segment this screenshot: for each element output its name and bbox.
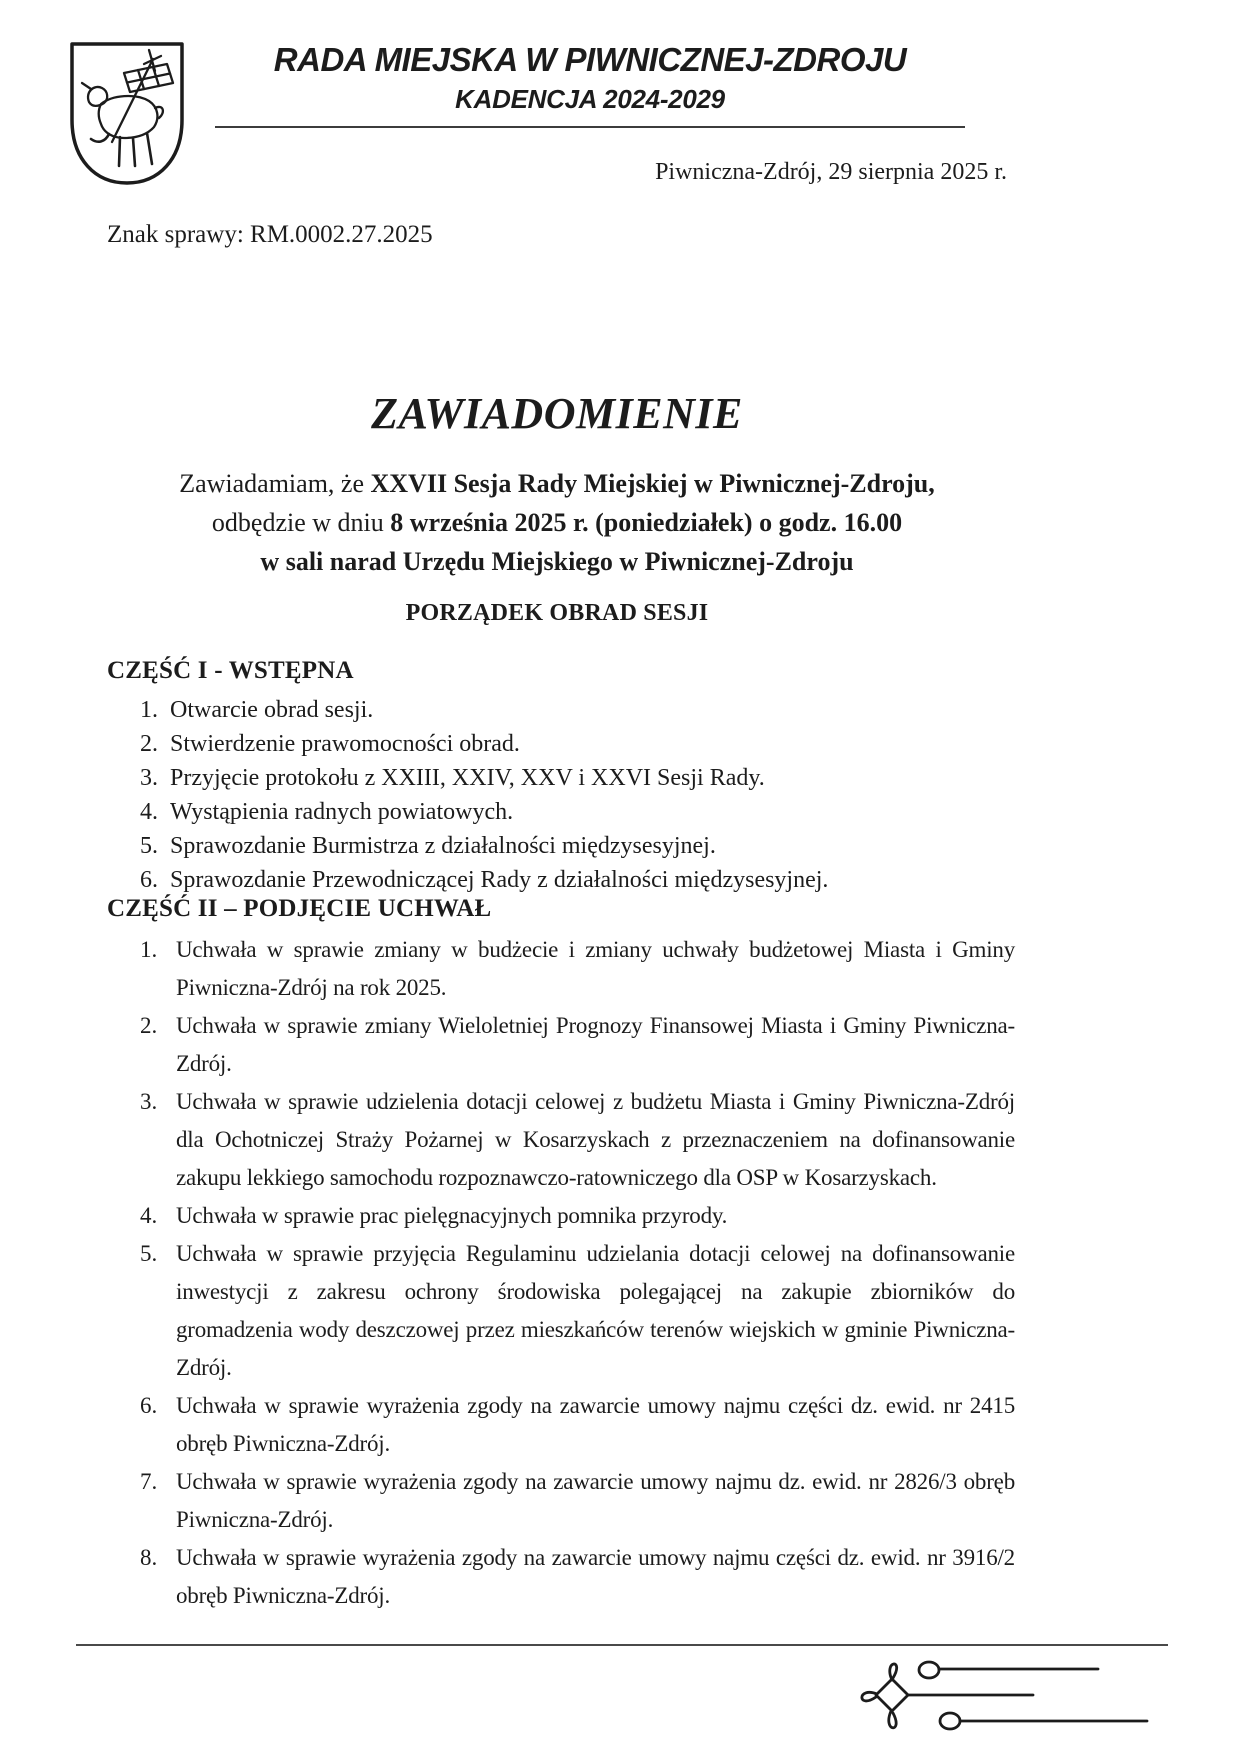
item-number: 1.: [140, 937, 158, 962]
item-number: 2.: [140, 1013, 158, 1038]
place-date: Piwniczna-Zdrój, 29 sierpnia 2025 r.: [655, 159, 1007, 185]
agenda-part-2: [107, 895, 1015, 1615]
item-text: Uchwała w sprawie zmiany w budżecie i zmiany uchwały budżetowej Miasta i Gminy Piwniczna-Zdrój na rok 2025.: [176, 937, 1015, 1000]
item-text: Uchwała w sprawie wyrażenia zgody na zawarcie umowy najmu części dz. ewid. nr 2415 obręb Piwniczna-Zdrój.: [176, 1393, 1015, 1456]
item-text: Wystąpienia radnych powiatowych.: [170, 799, 514, 825]
part1-heading: CZĘŚĆ I - WSTĘPNA: [107, 657, 354, 684]
item-text: Stwierdzenie prawomocności obrad.: [170, 731, 520, 757]
list-item: [107, 1463, 1015, 1539]
item-number: 1.: [140, 697, 158, 723]
item-number: 4.: [140, 799, 158, 825]
document-title: ZAWIADOMIENIE: [371, 389, 743, 438]
list-item: [107, 1007, 1015, 1083]
intro-text-bold: XXVII Sesja Rady Miejskiej w Piwnicznej-Zdroju,: [370, 469, 935, 498]
item-text: Przyjęcie protokołu z XXIII, XXIV, XXV i XXVI Sesji Rady.: [170, 765, 765, 791]
item-number: 5.: [140, 833, 158, 859]
intro-line: [107, 542, 1007, 581]
list-item: [107, 829, 1015, 863]
coat-of-arms-icon: [68, 40, 186, 187]
council-title: RADA MIEJSKA W PIWNICZNEJ-ZDROJU: [273, 41, 907, 78]
part2-list: [107, 931, 1015, 1615]
list-item: [107, 1083, 1015, 1197]
list-item: [107, 1235, 1015, 1387]
intro-line: [107, 503, 1007, 542]
item-text: Otwarcie obrad sesji.: [170, 697, 374, 723]
item-text: Uchwała w sprawie zmiany Wieloletniej Prognozy Finansowej Miasta i Gminy Piwniczna-Zdrój.: [176, 1013, 1015, 1076]
item-text: Uchwała w sprawie udzielenia dotacji celowej z budżetu Miasta i Gminy Piwniczna-Zdrój dla Ochotniczej Straży Pożarnej w Kosarzyskach z przeznaczeniem na dofinansowanie zakupu lekkiego samochodu rozpoznawczo-ratowniczego dla OSP w Kosarzyskach.: [176, 1089, 1015, 1190]
list-item: [107, 761, 1015, 795]
item-number: 6.: [140, 1393, 158, 1418]
part1-list: [107, 693, 1015, 897]
signature-flourish-icon: [855, 1656, 1155, 1748]
agenda-part-1: [107, 657, 1015, 897]
item-number: 5.: [140, 1241, 158, 1266]
item-number: 8.: [140, 1545, 158, 1570]
list-item: [107, 693, 1015, 727]
item-number: 7.: [140, 1469, 158, 1494]
list-item: [107, 1539, 1015, 1615]
footer-divider: [76, 1644, 1168, 1646]
item-text: Sprawozdanie Przewodniczącej Rady z działalności międzysesyjnej.: [170, 867, 829, 893]
intro-text-bold: w sali narad Urzędu Miejskiego w Piwnicznej-Zdroju: [260, 547, 854, 576]
item-text: Uchwała w sprawie wyrażenia zgody na zawarcie umowy najmu dz. ewid. nr 2826/3 obręb Piwniczna-Zdrój.: [176, 1469, 1015, 1532]
item-text: Uchwała w sprawie przyjęcia Regulaminu udzielania dotacji celowej na dofinansowanie inwestycji z zakresu ochrony środowiska polegającej na zakupie zbiorników do gromadzenia wody deszczowej przez mieszkańców terenów wiejskich w gminie Piwniczna-Zdrój.: [176, 1241, 1015, 1380]
intro-text: odbędzie w dniu: [211, 508, 391, 537]
list-item: [107, 863, 1015, 897]
letterhead: [215, 42, 965, 115]
part2-heading: CZĘŚĆ II – PODJĘCIE UCHWAŁ: [107, 895, 492, 922]
item-text: Uchwała w sprawie prac pielęgnacyjnych pomnika przyrody.: [176, 1203, 728, 1228]
list-item: [107, 1197, 1015, 1235]
intro-line: [107, 464, 1007, 503]
case-reference: Znak sprawy: RM.0002.27.2025: [107, 221, 433, 248]
item-number: 3.: [140, 1089, 158, 1114]
item-text: Uchwała w sprawie wyrażenia zgody na zawarcie umowy najmu części dz. ewid. nr 3916/2 obręb Piwniczna-Zdrój.: [176, 1545, 1015, 1608]
item-number: 4.: [140, 1203, 158, 1228]
list-item: [107, 931, 1015, 1007]
list-item: [107, 795, 1015, 829]
intro-text-bold: 8 września 2025 r. (poniedziałek) o godz. 16.00: [390, 508, 903, 537]
header-divider: [215, 126, 965, 128]
item-number: 6.: [140, 867, 158, 893]
item-number: 2.: [140, 731, 158, 757]
intro-text: Zawiadamiam, że: [179, 469, 371, 498]
item-text: Sprawozdanie Burmistrza z działalności międzysesyjnej.: [170, 833, 716, 859]
intro-paragraph: [107, 464, 1007, 581]
agenda-heading: PORZĄDEK OBRAD SESJI: [405, 600, 709, 626]
item-number: 3.: [140, 765, 158, 791]
list-item: [107, 727, 1015, 761]
list-item: [107, 1387, 1015, 1463]
term-subtitle: KADENCJA 2024-2029: [455, 83, 725, 114]
